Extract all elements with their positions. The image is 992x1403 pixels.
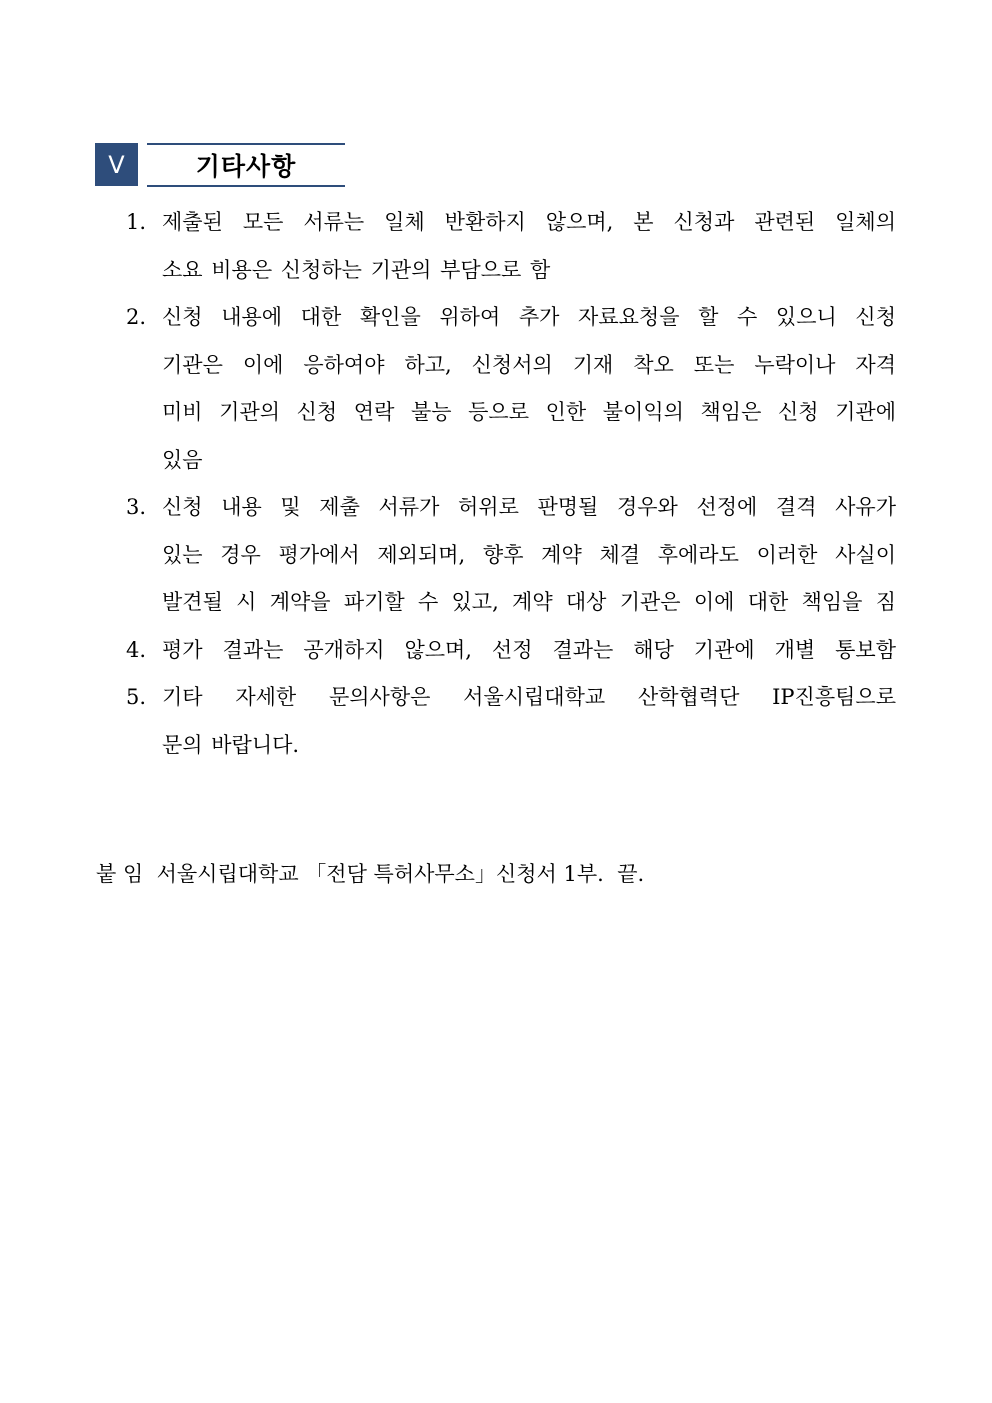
item-number: 1. [126, 210, 147, 234]
list-item [120, 627, 896, 675]
attachment-label: 붙 임 [96, 862, 144, 886]
list-item [120, 674, 896, 769]
section-number-badge: Ⅴ [95, 143, 138, 186]
attachment-line [96, 854, 644, 894]
list-item [120, 199, 896, 294]
section-title: 기타사항 [147, 143, 345, 187]
item-line: 발견될 시 계약을 파기할 수 있고, 계약 대상 기관은 이에 대한 책임을 짐 [162, 590, 896, 614]
item-line: 있는 경우 평가에서 제외되며, 향후 계약 체결 후에라도 이러한 사실이 [162, 542, 896, 567]
item-line: 있음 [162, 447, 203, 472]
item-line: 신청 내용 및 제출 서류가 허위로 판명될 경우와 선정에 결격 사유가 [162, 495, 896, 519]
attachment-text: 서울시립대학교 「전담 특허사무소」신청서 1부. [156, 862, 604, 886]
item-list [120, 199, 896, 769]
item-number: 3. [126, 495, 147, 519]
item-line: 평가 결과는 공개하지 않으며, 선정 결과는 해당 기관에 개별 통보함 [162, 637, 896, 662]
item-line: 제출된 모든 서류는 일체 반환하지 않으며, 본 신청과 관련된 일체의 [162, 210, 896, 234]
item-line: 미비 기관의 신청 연락 불능 등으로 인한 불이익의 책임은 신청 기관에 [162, 400, 896, 424]
item-number: 5. [126, 685, 147, 709]
item-line: 기관은 이에 응하여야 하고, 신청서의 기재 착오 또는 누락이나 자격 [162, 352, 896, 377]
item-line: 신청 내용에 대한 확인을 위하여 추가 자료요청을 할 수 있으니 신청 [162, 305, 896, 329]
item-line: 기타 자세한 문의사항은 서울시립대학교 산학협력단 IP진흥팀으로 [162, 685, 896, 709]
list-item [120, 294, 896, 484]
item-line: 소요 비용은 신청하는 기관의 부담으로 함 [162, 257, 551, 282]
attachment-end: 끝. [617, 862, 645, 886]
item-line: 문의 바랍니다. [162, 732, 300, 757]
list-item [120, 484, 896, 627]
item-number: 2. [126, 305, 147, 329]
item-number: 4. [126, 637, 147, 662]
